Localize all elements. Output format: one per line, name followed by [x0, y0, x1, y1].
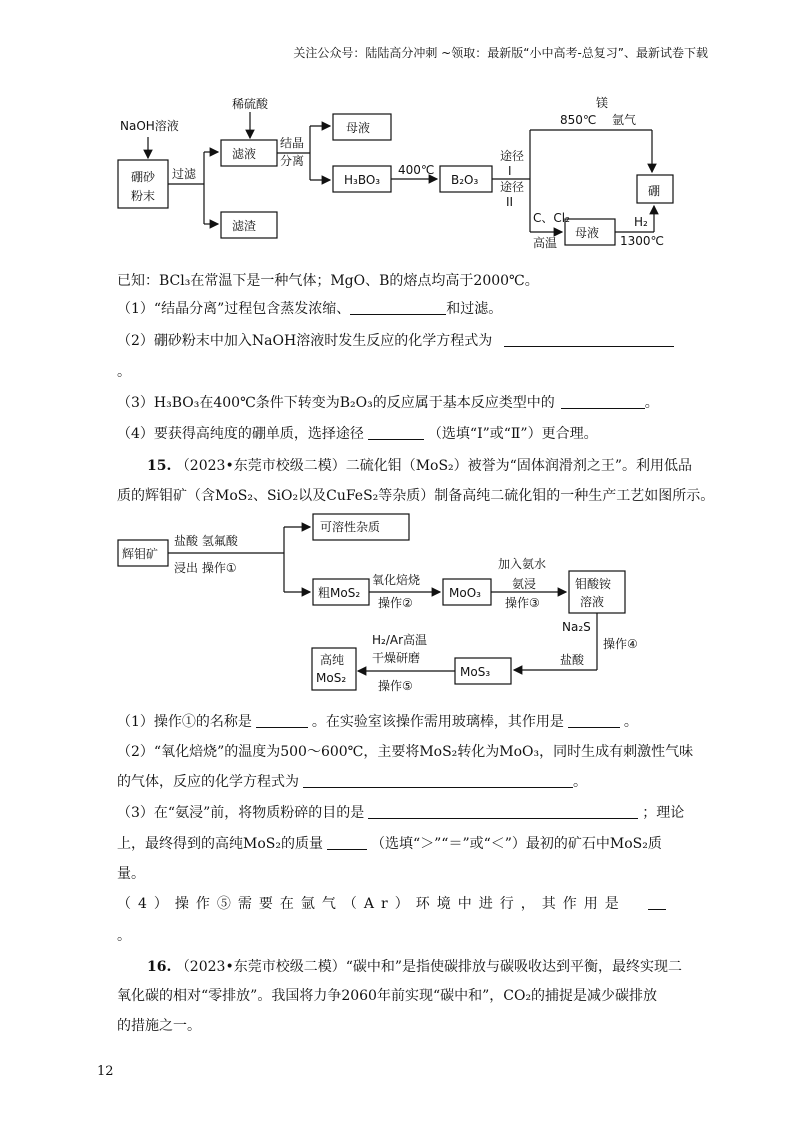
ammonia2-label: 氨浸: [512, 577, 537, 591]
q14-part4: （4）要获得高纯度的硼单质，选择途径 （选填“Ⅰ”或“Ⅱ”）更合理。: [117, 426, 598, 442]
acids-label: 盐酸 氢氟酸: [174, 534, 238, 548]
dilute-acid-label: 稀硫酸: [232, 97, 269, 111]
op4-label: 操作④: [603, 637, 638, 651]
q15-line1: 15. （2023•东莞市校级二模）二硫化钼（MoS₂）被誉为“固体润滑剂之王”。利用低品: [147, 458, 692, 474]
q15-part3a: （3）在“氨浸”前，将物质粉碎的目的是 ；理论: [117, 805, 685, 821]
route2-label-2: II: [506, 195, 514, 209]
q15-blank3[interactable]: [303, 773, 573, 788]
q14-known: 已知：BCl₃在常温下是一种气体；MgO、B的熔点均高于2000℃。: [117, 273, 539, 289]
roast-label: 氧化焙烧: [372, 573, 421, 587]
dry-label: 干燥研磨: [372, 651, 421, 665]
route1-label-2: I: [508, 164, 512, 178]
q16-line3: 的措施之一。: [117, 1018, 201, 1034]
route2-label-1: 途径: [500, 180, 525, 194]
molybdate-label-1: 钼酸铵: [575, 577, 612, 591]
q15-blank6[interactable]: [648, 895, 666, 910]
h3bo3-label: H₃BO₃: [344, 173, 381, 187]
borax-label-1: 硼砂: [131, 170, 156, 184]
q15-part2b: 的气体，反应的化学方程式为 。: [117, 774, 587, 790]
op2-label: 操作②: [378, 596, 413, 610]
q15-blank1[interactable]: [256, 713, 308, 728]
h2-label: H₂: [634, 215, 648, 229]
q15-part4-end: 。: [117, 928, 131, 944]
b2o3-label: B₂O₃: [451, 173, 479, 187]
hcl-label: 盐酸: [560, 653, 585, 667]
q15-blank4[interactable]: [368, 804, 638, 819]
q15-blank5[interactable]: [327, 835, 367, 850]
ore-label: 辉钼矿: [122, 547, 159, 561]
mos3-label: MoS₃: [460, 665, 491, 679]
borax-label-2: 粉末: [131, 189, 156, 203]
naoh-label: NaOH溶液: [120, 119, 179, 133]
ammonia1-label: 加入氨水: [498, 557, 547, 571]
filtrate-label: 滤液: [232, 147, 257, 161]
crude-label: 粗MoS₂: [318, 586, 361, 600]
argon-label: 氩气: [612, 113, 637, 127]
residue-label: 滤渣: [232, 219, 257, 233]
mother-liquor2-label: 母液: [575, 226, 600, 240]
q14-part3: （3）H₃BO₃在400℃条件下转变为B₂O₃的反应属于基本反应类型中的 。: [117, 395, 659, 411]
temp850-label: 850℃: [560, 113, 597, 127]
moo3-label: MoO₃: [449, 586, 481, 600]
molybdate-label-2: 溶液: [580, 595, 605, 609]
route1-label-1: 途径: [500, 149, 525, 163]
q15-blank2[interactable]: [568, 713, 620, 728]
leach-label: 浸出 操作①: [174, 561, 237, 575]
q15-part3e: 量。: [117, 866, 145, 882]
q15-line2: 质的辉钼矿（含MoS₂、SiO₂以及CuFeS₂等杂质）制备高纯二硫化钼的一种生产工艺如图所示。: [117, 488, 715, 504]
page-header: 关注公众号：陆陆高分冲刺 ~领取：最新版“小中高考-总复习”、最新试卷下载: [293, 46, 708, 60]
q15-part2a: （2）“氧化焙烧”的温度为500～600℃，主要将MoS₂转化为MoO₃，同时生成有刺激性气味: [117, 744, 694, 760]
filter-label: 过滤: [172, 167, 197, 181]
q14-part2: （2）硼砂粉末中加入NaOH溶液时发生反应的化学方程式为: [117, 331, 713, 351]
pure-label-2: MoS₂: [316, 671, 347, 685]
temp400-label: 400℃: [398, 163, 435, 177]
high-temp-label: 高温: [533, 236, 558, 250]
q14-part1: （1）“结晶分离”过程包含蒸发浓缩、 和过滤。: [117, 301, 503, 317]
mother-liquor-label: 母液: [346, 121, 371, 135]
page-number: 12: [97, 1064, 114, 1079]
q15-part4: （4）操作⑤需要在氩气（Ar）环境中进行，其作用是: [117, 894, 713, 914]
q15-part1: （1）操作①的名称是 。在实验室该操作需用玻璃棒，其作用是 。: [117, 714, 638, 730]
soluble-label: 可溶性杂质: [320, 520, 381, 534]
mg-label: 镁: [596, 96, 609, 110]
crystallize-label-2: 分离: [280, 154, 305, 168]
boron-label: 硼: [648, 184, 661, 198]
q16-line1: 16. （2023•东莞市校级二模）“碳中和”是指使碳排放与碳吸收达到平衡，最终实现二: [147, 959, 683, 975]
op3-label: 操作③: [505, 596, 540, 610]
q15-part3c: 上，最终得到的高纯MoS₂的质量 （选填“＞”“＝”或“＜”）最初的矿石中MoS₂质: [117, 836, 662, 852]
na2s-label: Na₂S: [562, 620, 591, 634]
c-cl2-label: C、Cl₂: [533, 211, 570, 225]
q16-line2: 氧化碳的相对“零排放”。我国将力争2060年前实现“碳中和”，CO₂的捕捉是减少碳排放: [117, 988, 658, 1004]
op5-label: 操作⑤: [378, 679, 413, 693]
q14-part2-end: 。: [117, 364, 131, 380]
h2ar-label: H₂/Ar高温: [372, 633, 428, 647]
pure-label-1: 高纯: [320, 653, 345, 667]
temp1300-label: 1300℃: [620, 234, 665, 248]
crystallize-label-1: 结晶: [280, 136, 305, 150]
